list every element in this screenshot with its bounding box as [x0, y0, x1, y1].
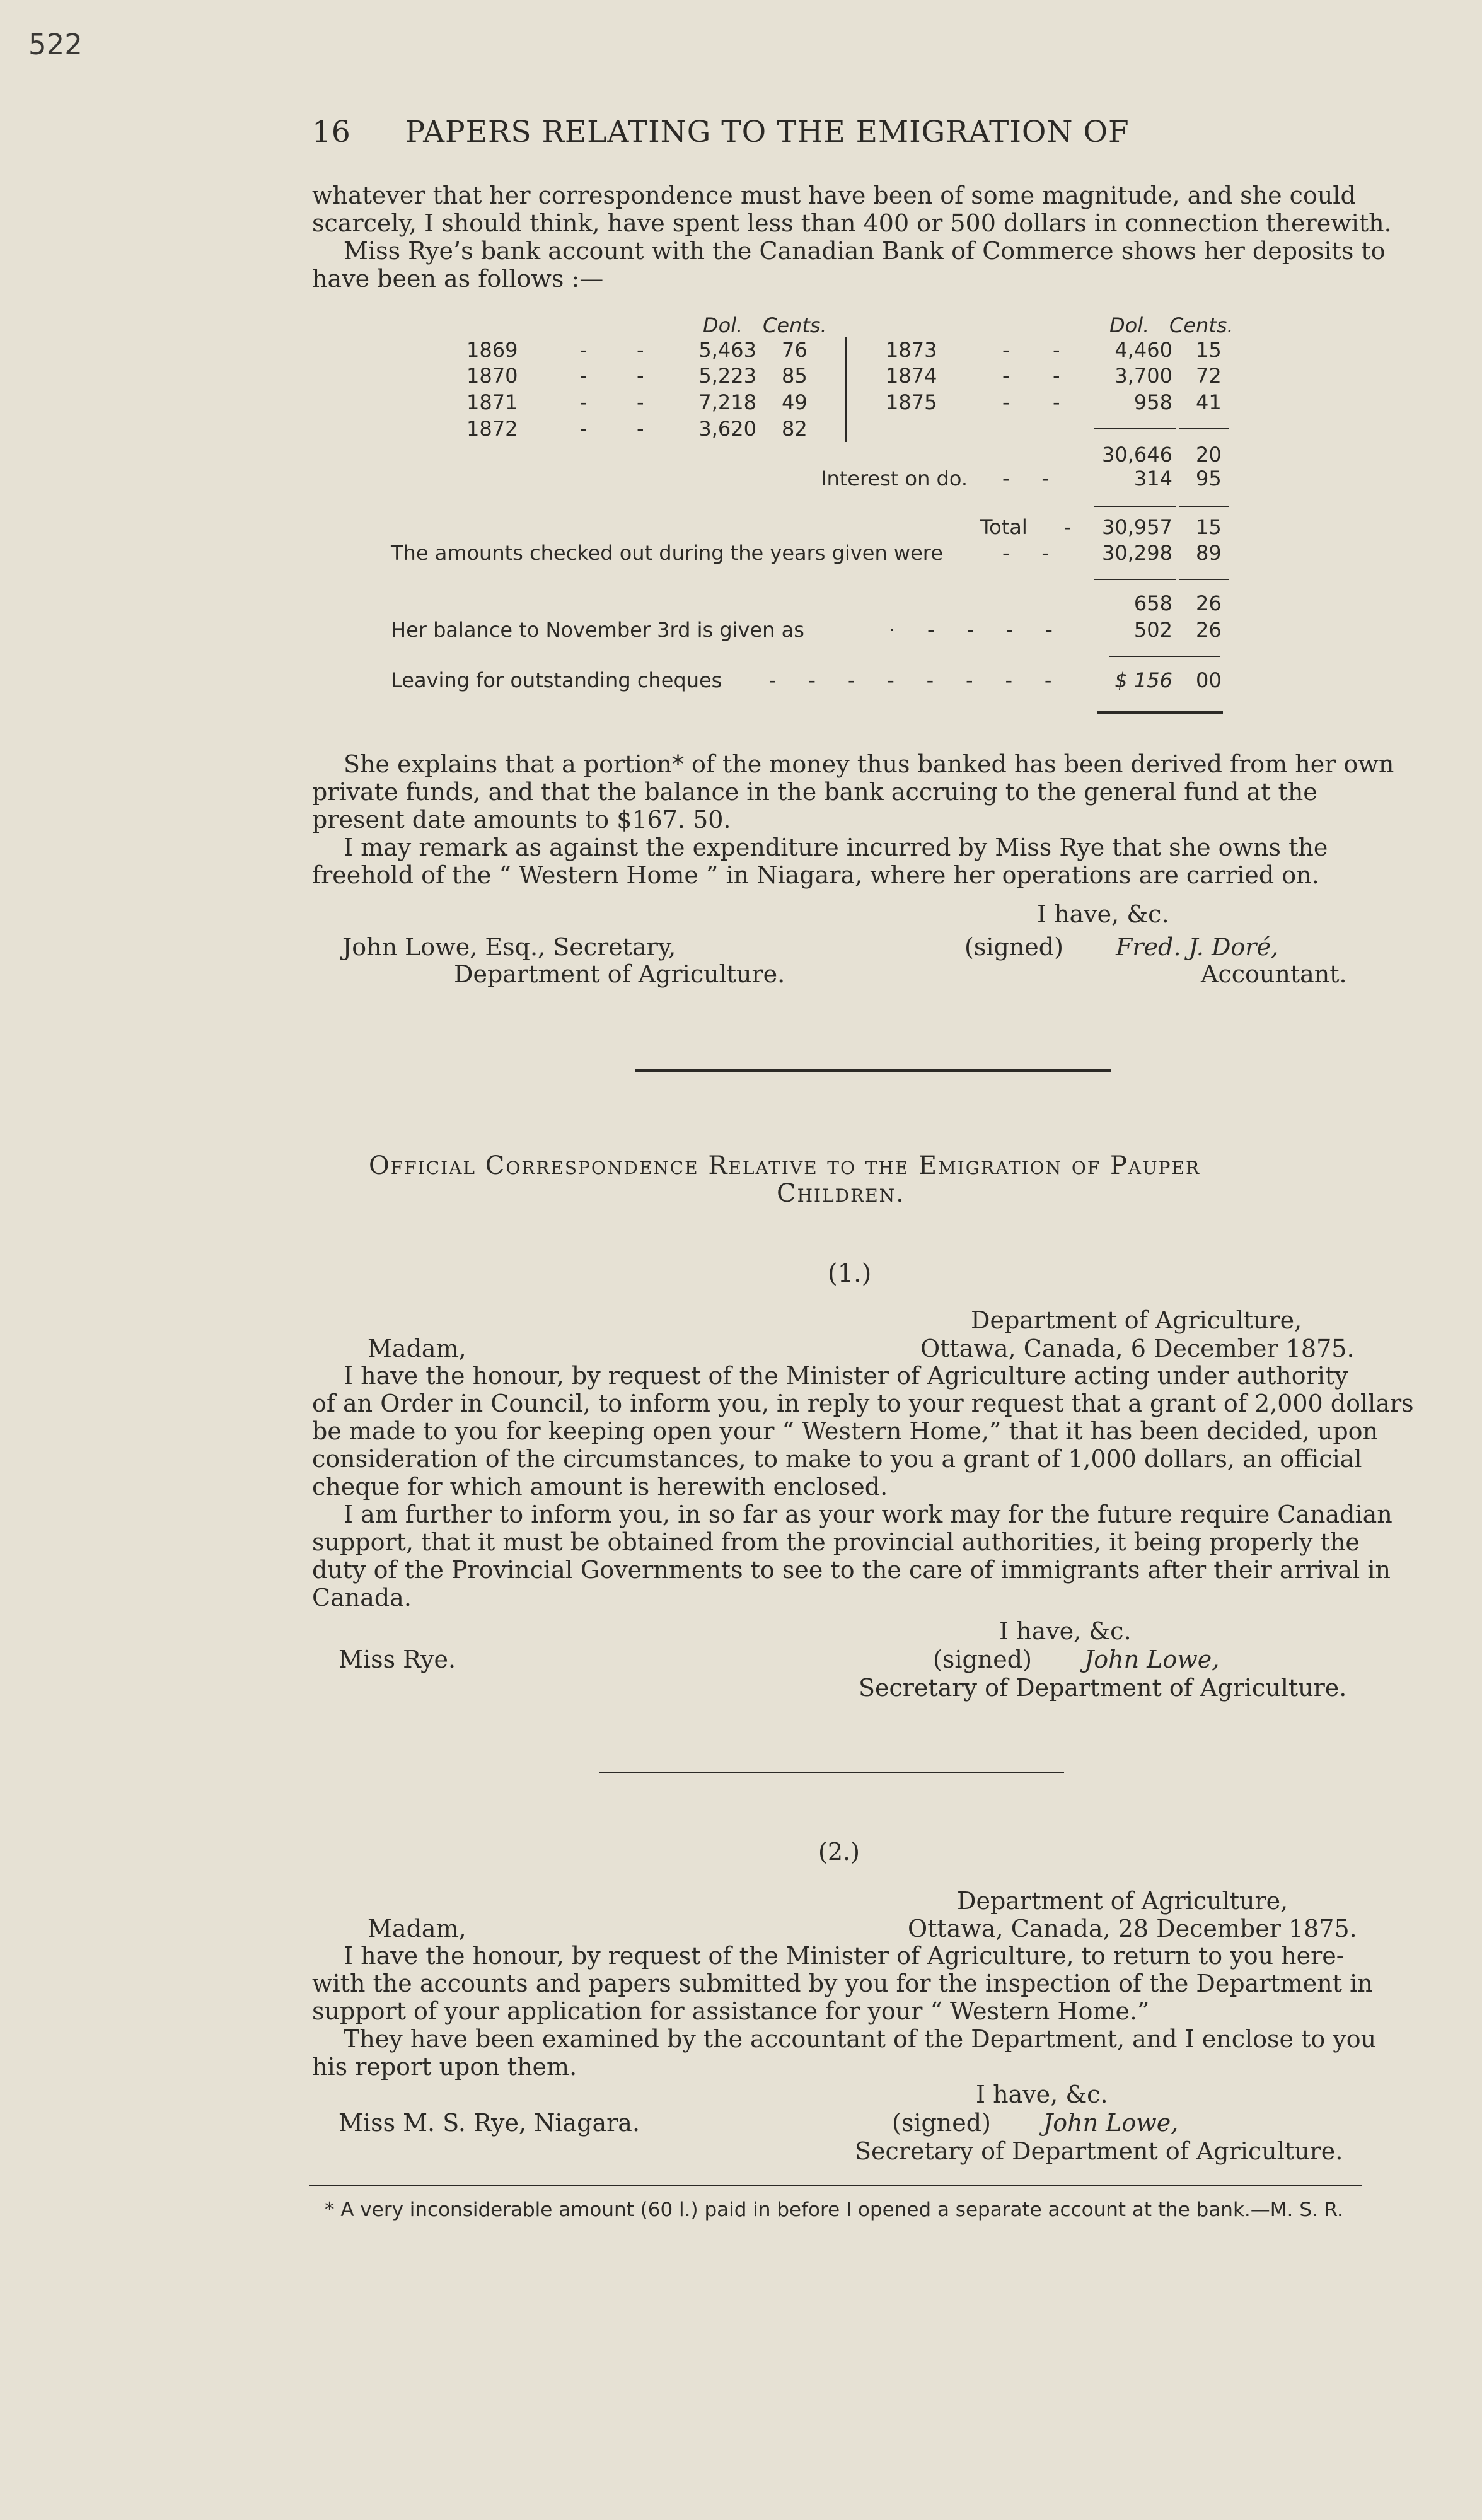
subtotal-dol: 30,646	[1102, 443, 1172, 467]
letter-line: duty of the Provincial Governments to see to the care of immigrants after their arrival in	[312, 1556, 1391, 1584]
column-divider	[845, 337, 847, 442]
total-label: Total	[980, 515, 1028, 539]
checked-dol: 30,298	[1102, 541, 1172, 565]
letter-line: cheque for which amount is herewith enclosed.	[312, 1473, 888, 1501]
dol-cell: 3,620	[698, 417, 756, 441]
signatory-name: John Lowe,	[1043, 2109, 1179, 2137]
year-cell: 1873	[886, 338, 937, 362]
sum-rule	[1179, 579, 1229, 580]
section-title: Official Correspondence Relative to the Emigration of Pauper	[369, 1151, 1201, 1180]
balance-dashes: · - - - -	[889, 618, 1053, 642]
signatory-name: John Lowe,	[1084, 1646, 1220, 1673]
total-dol: 30,957	[1102, 515, 1172, 539]
sum-rule	[1109, 656, 1220, 657]
page-number: 522	[28, 28, 83, 61]
letter-line: of an Order in Council, to inform you, in reply to your request that a grant of 2,000 dollars	[312, 1390, 1414, 1417]
total-dash: -	[1064, 515, 1072, 539]
sum-rule	[1094, 506, 1176, 507]
balance-dol: 502	[1133, 618, 1172, 642]
cents-cell: 41	[1196, 390, 1222, 414]
dash-cell: -	[637, 417, 644, 441]
signatory-title: Secretary of Department of Agriculture.	[859, 1674, 1347, 1702]
signed-label: (signed)	[933, 1646, 1032, 1673]
dol-cell: 5,223	[698, 364, 756, 388]
leaving-label: Leaving for outstanding cheques	[391, 668, 722, 692]
intro-paragraph	[312, 182, 1392, 293]
paragraph-line: She explains that a portion* of the money thus banked has been derived from her own	[344, 750, 1394, 778]
dash-cell: -	[1002, 338, 1010, 362]
letter-number: (1.)	[828, 1259, 872, 1288]
closing: I have, &c.	[976, 2081, 1108, 2108]
checked-cents: 89	[1196, 541, 1222, 565]
salutation: Madam,	[368, 1915, 466, 1942]
sum-rule	[1094, 579, 1176, 580]
dol-cell: 958	[1133, 390, 1172, 414]
letter-line: I have the honour, by request of the Minister of Agriculture, to return to you here-	[344, 1942, 1345, 1970]
double-rule	[1097, 711, 1223, 714]
dash-cell: -	[637, 390, 644, 414]
year-cell: 1870	[466, 364, 518, 388]
letter-divider	[599, 1772, 1064, 1773]
letter-line: They have been examined by the accountant of the Department, and I enclose to you	[344, 2025, 1377, 2053]
letter-line: I have the honour, by request of the Minister of Agriculture acting under authority	[344, 1362, 1348, 1390]
section-divider	[635, 1069, 1111, 1072]
cents-cell: 82	[782, 417, 808, 441]
year-cell: 1872	[466, 417, 518, 441]
paragraph-line: freehold of the “ Western Home ” in Niagara, where her operations are carried on.	[312, 861, 1319, 889]
cents-cell: 49	[782, 390, 808, 414]
addressee: Miss M. S. Rye, Niagara.	[339, 2109, 640, 2137]
total-cents: 15	[1196, 515, 1222, 539]
addressee: Miss Rye.	[339, 1646, 456, 1673]
paragraph-line: present date amounts to $167. 50.	[312, 806, 731, 833]
place-date: Ottawa, Canada, 28 December 1875.	[908, 1915, 1357, 1942]
cents-cell: 85	[782, 364, 808, 388]
department: Department of Agriculture,	[971, 1306, 1302, 1334]
salutation: Madam,	[368, 1335, 466, 1362]
dash-cell: -	[580, 338, 588, 362]
letter-line: support of your application for assistance for your “ Western Home.”	[312, 1997, 1150, 2025]
col-header-cents: Cents.	[763, 313, 827, 337]
signatory-name: Fred. J. Doré,	[1116, 933, 1279, 961]
letter-line: consideration of the circumstances, to make to you a grant of 1,000 dollars, an official	[312, 1445, 1362, 1473]
checked-label: The amounts checked out during the years given were	[391, 541, 943, 565]
letter-number: (2.)	[818, 1838, 860, 1866]
dol-cell: 3,700	[1114, 364, 1172, 388]
paragraph-line: I may remark as against the expenditure incurred by Miss Rye that she owns the	[344, 833, 1328, 861]
cents-cell: 15	[1196, 338, 1222, 362]
addressee-line: Department of Agriculture.	[454, 960, 785, 988]
dash-cell: -	[580, 390, 588, 414]
closing: I have, &c.	[1037, 900, 1169, 928]
leaving-cents: 00	[1196, 668, 1222, 692]
signed-label: (signed)	[964, 933, 1063, 961]
letter-line: be made to you for keeping open your “ Western Home,” that it has been decided, upon	[312, 1417, 1379, 1445]
letter-line: with the accounts and papers submitted by you for the inspection of the Department in	[312, 1970, 1373, 1997]
dash-cell: -	[580, 417, 588, 441]
subtotal-cents: 20	[1196, 443, 1222, 467]
sum-rule	[1179, 506, 1229, 507]
cents-cell: 76	[782, 338, 808, 362]
balance-cents: 26	[1196, 618, 1222, 642]
intro-line: scarcely, I should think, have spent less than 400 or 500 dollars in connection therewith.	[312, 209, 1392, 237]
header-page-number: 16	[312, 115, 351, 149]
signatory-title: Accountant.	[1201, 960, 1347, 988]
letter-line: his report upon them.	[312, 2053, 577, 2081]
year-cell: 1869	[466, 338, 518, 362]
intro-line: have been as follows :—	[312, 265, 604, 293]
letter-body	[312, 1362, 1414, 1611]
col-header-dol: Dol.	[703, 313, 743, 337]
interest-dashes: - -	[1002, 467, 1049, 491]
dash-cell: -	[580, 364, 588, 388]
col-header-cents: Cents.	[1169, 313, 1234, 337]
closing: I have, &c.	[999, 1617, 1132, 1645]
intro-line: whatever that her correspondence must have been of some magnitude, and she could	[312, 182, 1356, 209]
dash-cell: -	[1002, 390, 1010, 414]
interest-cents: 95	[1196, 467, 1222, 491]
col-header-dol: Dol.	[1109, 313, 1150, 337]
dash-cell: -	[1053, 390, 1060, 414]
interest-dol: 314	[1133, 467, 1172, 491]
section-title: Children.	[777, 1179, 905, 1208]
year-cell: 1871	[466, 390, 518, 414]
letter-line: I am further to inform you, in so far as your work may for the future require Canadian	[344, 1501, 1392, 1528]
addressee-line: John Lowe, Esq., Secretary,	[342, 933, 676, 961]
dol-cell: 7,218	[698, 390, 756, 414]
place-date: Ottawa, Canada, 6 December 1875.	[920, 1335, 1355, 1362]
signatory-title: Secretary of Department of Agriculture.	[855, 2137, 1343, 2165]
leaving-dashes: - - - - - - - -	[769, 668, 1052, 692]
paragraph-line: private funds, and that the balance in the bank accruing to the general fund at the	[312, 778, 1317, 806]
sum-rule	[1179, 428, 1229, 429]
sum-rule	[1094, 428, 1176, 429]
footnote: * A very inconsiderable amount (60 l.) paid in before I opened a separate account at the bank.—M. S. R.	[325, 2198, 1343, 2221]
dash-cell: -	[1053, 364, 1060, 388]
dol-cell: 5,463	[698, 338, 756, 362]
checked-dashes: - -	[1002, 541, 1049, 565]
leaving-dol: $ 156	[1114, 668, 1172, 692]
dash-cell: -	[1002, 364, 1010, 388]
running-header	[312, 115, 1130, 149]
cents-cell: 72	[1196, 364, 1222, 388]
letter-body	[312, 1942, 1377, 2081]
dash-cell: -	[1053, 338, 1060, 362]
balance-label: Her balance to November 3rd is given as	[391, 618, 804, 642]
letter-line: support, that it must be obtained from the provincial authorities, it being properly the	[312, 1528, 1360, 1556]
dol-cell: 4,460	[1114, 338, 1172, 362]
difference-dol: 658	[1133, 591, 1172, 615]
dash-cell: -	[637, 338, 644, 362]
year-cell: 1874	[886, 364, 937, 388]
footnote-rule	[309, 2185, 1362, 2186]
dash-cell: -	[637, 364, 644, 388]
department: Department of Agriculture,	[957, 1887, 1288, 1915]
interest-label: Interest on do.	[821, 467, 968, 491]
intro-line: Miss Rye’s bank account with the Canadian Bank of Commerce shows her deposits to	[344, 237, 1386, 265]
signed-label: (signed)	[892, 2109, 991, 2137]
letter-line: Canada.	[312, 1584, 412, 1611]
difference-cents: 26	[1196, 591, 1222, 615]
year-cell: 1875	[886, 390, 937, 414]
explanation-paragraph	[312, 750, 1394, 889]
header-title: PAPERS RELATING TO THE EMIGRATION OF	[405, 115, 1130, 149]
